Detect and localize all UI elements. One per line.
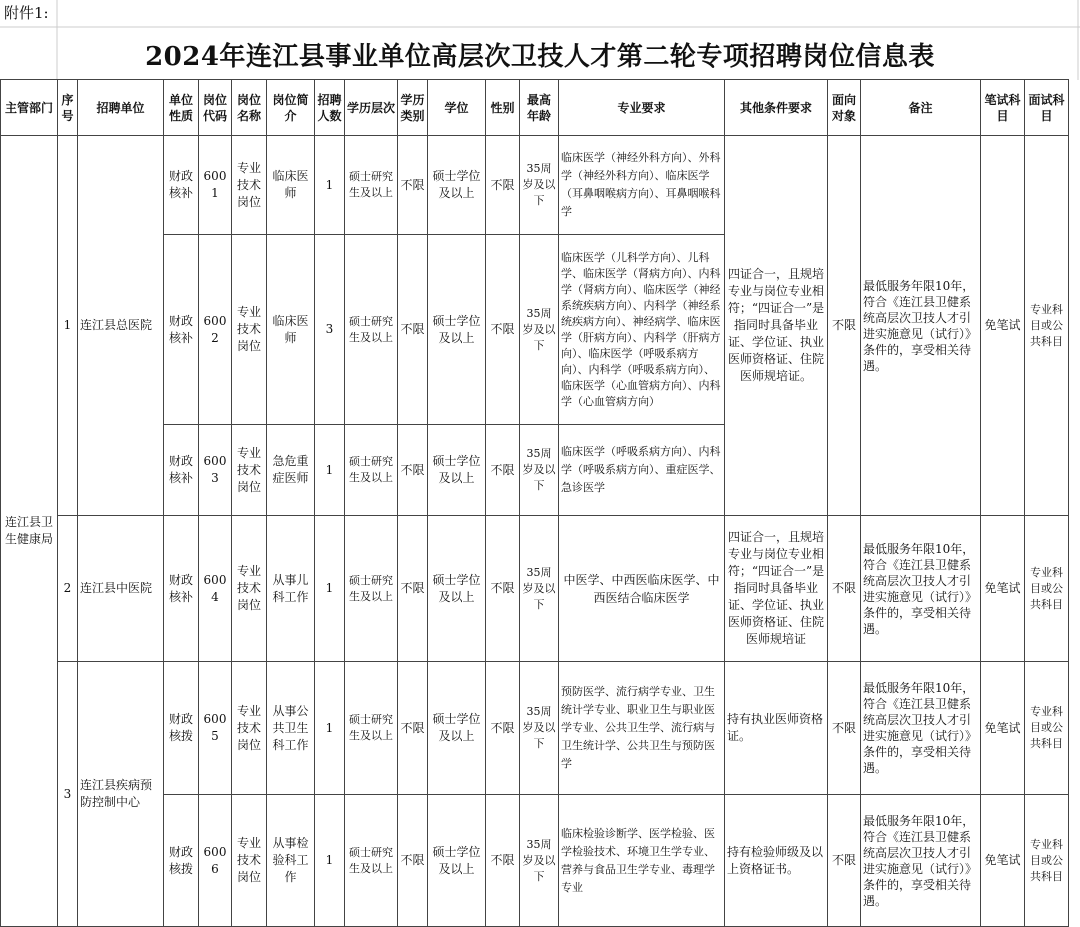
header-pos-desc: 岗位简介 xyxy=(267,80,315,136)
header-edu-type: 学历类别 xyxy=(398,80,428,136)
code-cell: 6002 xyxy=(199,235,232,425)
pos-name-cell: 专业技术岗位 xyxy=(232,516,267,662)
other-cell: 持有执业医师资格证。 xyxy=(725,662,828,795)
table-row xyxy=(1,662,1069,795)
gender-cell: 不限 xyxy=(486,136,520,235)
header-interview: 面试科目 xyxy=(1025,80,1069,136)
interview-cell: 专业科目或公共科目 xyxy=(1025,136,1069,516)
major-cell: 预防医学、流行病学专业、卫生统计学专业、职业卫生与职业医学专业、公共卫生学、流行病与卫生统计学、公共卫生与预防医学 xyxy=(559,662,725,795)
pos-desc-cell: 从事检验科工作 xyxy=(267,795,315,927)
edu-level-cell: 硕士研究生及以上 xyxy=(345,235,398,425)
header-other: 其他条件要求 xyxy=(725,80,828,136)
nature-cell: 财政核拨 xyxy=(164,795,199,927)
target-cell: 不限 xyxy=(828,795,861,927)
degree-cell: 硕士学位及以上 xyxy=(428,136,486,235)
header-remark: 备注 xyxy=(861,80,981,136)
nature-cell: 财政核拨 xyxy=(164,662,199,795)
major-cell: 临床医学（神经外科方向）、外科学（神经外科方向）、临床医学（耳鼻咽喉病方向）、耳鼻咽喉科学 xyxy=(559,136,725,235)
header-pos-name: 岗位名称 xyxy=(232,80,267,136)
dept-cell: 连江县卫生健康局 xyxy=(1,136,58,927)
interview-cell: 专业科目或公共科目 xyxy=(1025,795,1069,927)
header-row xyxy=(1,80,1069,136)
nature-cell: 财政核补 xyxy=(164,235,199,425)
pos-desc-cell: 临床医师 xyxy=(267,235,315,425)
pos-desc-cell: 从事公共卫生科工作 xyxy=(267,662,315,795)
code-cell: 6004 xyxy=(199,516,232,662)
max-age-cell: 35周岁及以下 xyxy=(520,516,559,662)
gender-cell: 不限 xyxy=(486,662,520,795)
remark-cell: 最低服务年限10年，符合《连江县卫健系统高层次卫技人才引进实施意见（试行）》条件的，享受相关待遇。 xyxy=(861,795,981,927)
header-degree: 学位 xyxy=(428,80,486,136)
pos-name-cell: 专业技术岗位 xyxy=(232,795,267,927)
gender-cell: 不限 xyxy=(486,795,520,927)
max-age-cell: 35周岁及以下 xyxy=(520,136,559,235)
nature-cell: 财政核补 xyxy=(164,516,199,662)
edu-type-cell: 不限 xyxy=(398,425,428,516)
nature-cell: 财政核补 xyxy=(164,425,199,516)
header-written: 笔试科目 xyxy=(981,80,1025,136)
pos-desc-cell: 从事儿科工作 xyxy=(267,516,315,662)
interview-cell: 专业科目或公共科目 xyxy=(1025,516,1069,662)
edu-type-cell: 不限 xyxy=(398,795,428,927)
table-row xyxy=(1,136,1069,235)
pos-name-cell: 专业技术岗位 xyxy=(232,662,267,795)
header-code: 岗位代码 xyxy=(199,80,232,136)
pos-name-cell: 专业技术岗位 xyxy=(232,425,267,516)
target-cell: 不限 xyxy=(828,662,861,795)
gender-cell: 不限 xyxy=(486,235,520,425)
header-target: 面向对象 xyxy=(828,80,861,136)
pos-name-cell: 专业技术岗位 xyxy=(232,136,267,235)
pos-desc-cell: 急危重症医师 xyxy=(267,425,315,516)
code-cell: 6005 xyxy=(199,662,232,795)
remark-cell: 最低服务年限10年，符合《连江县卫健系统高层次卫技人才引进实施意见（试行）》条件的，享受相关待遇。 xyxy=(861,516,981,662)
major-cell: 临床医学（儿科学方向）、儿科学、临床医学（肾病方向）、内科学（肾病方向）、临床医学（神经系统疾病方向）、内科学（神经系统疾病方向）、神经病学、临床医学（肝病方向）、内科学（肝病方向）、临床医学（呼吸系病方向）、内科学（呼吸系病方向）、临床医学（心血管病方向）、内科学（心血管病方向） xyxy=(559,235,725,425)
remark-cell: 最低服务年限10年，符合《连江县卫健系统高层次卫技人才引进实施意见（试行）》条件的，享受相关待遇。 xyxy=(861,662,981,795)
written-cell: 免笔试 xyxy=(981,662,1025,795)
edu-type-cell: 不限 xyxy=(398,662,428,795)
count-cell: 1 xyxy=(315,516,345,662)
major-cell: 临床医学（呼吸系病方向）、内科学（呼吸系病方向）、重症医学、急诊医学 xyxy=(559,425,725,516)
max-age-cell: 35周岁及以下 xyxy=(520,235,559,425)
edu-type-cell: 不限 xyxy=(398,235,428,425)
major-cell: 临床检验诊断学、医学检验、医学检验技术、环境卫生学专业、营养与食品卫生学专业、毒理学专业 xyxy=(559,795,725,927)
major-cell: 中医学、中西医临床医学、中西医结合临床医学 xyxy=(559,516,725,662)
degree-cell: 硕士学位及以上 xyxy=(428,235,486,425)
header-major: 专业要求 xyxy=(559,80,725,136)
unit-cell: 连江县疾病预防控制中心 xyxy=(78,662,164,927)
edu-type-cell: 不限 xyxy=(398,516,428,662)
recruitment-table xyxy=(0,79,1069,927)
count-cell: 3 xyxy=(315,235,345,425)
remark-cell: 最低服务年限10年，符合《连江县卫健系统高层次卫技人才引进实施意见（试行）》条件的，享受相关待遇。 xyxy=(861,136,981,516)
code-cell: 6003 xyxy=(199,425,232,516)
target-cell: 不限 xyxy=(828,516,861,662)
attachment-label: 附件1: xyxy=(4,4,49,22)
degree-cell: 硕士学位及以上 xyxy=(428,425,486,516)
code-cell: 6001 xyxy=(199,136,232,235)
edu-level-cell: 硕士研究生及以上 xyxy=(345,425,398,516)
target-cell: 不限 xyxy=(828,136,861,516)
edu-level-cell: 硕士研究生及以上 xyxy=(345,795,398,927)
header-dept: 主管部门 xyxy=(1,80,58,136)
header-max-age: 最高年龄 xyxy=(520,80,559,136)
other-cell: 持有检验师级及以上资格证书。 xyxy=(725,795,828,927)
header-seq: 序号 xyxy=(58,80,78,136)
gender-cell: 不限 xyxy=(486,425,520,516)
header-count: 招聘人数 xyxy=(315,80,345,136)
seq-cell: 2 xyxy=(58,516,78,662)
page-title: 2024年连江县事业单位高层次卫技人才第二轮专项招聘岗位信息表 xyxy=(145,42,935,72)
unit-cell: 连江县总医院 xyxy=(78,136,164,516)
pos-desc-cell: 临床医师 xyxy=(267,136,315,235)
seq-cell: 3 xyxy=(58,662,78,927)
edu-level-cell: 硕士研究生及以上 xyxy=(345,662,398,795)
count-cell: 1 xyxy=(315,662,345,795)
other-cell: 四证合一，且规培专业与岗位专业相符；“四证合一”是指同时具备毕业证、学位证、执业医师资格证、住院医师规培证。 xyxy=(725,136,828,516)
header-unit: 招聘单位 xyxy=(78,80,164,136)
max-age-cell: 35周岁及以下 xyxy=(520,795,559,927)
degree-cell: 硕士学位及以上 xyxy=(428,795,486,927)
other-cell: 四证合一，且规培专业与岗位专业相符；“四证合一”是指同时具备毕业证、学位证、执业医师资格证、住院医师规培证 xyxy=(725,516,828,662)
code-cell: 6006 xyxy=(199,795,232,927)
gender-cell: 不限 xyxy=(486,516,520,662)
written-cell: 免笔试 xyxy=(981,136,1025,516)
header-edu-level: 学历层次 xyxy=(345,80,398,136)
header-nature: 单位性质 xyxy=(164,80,199,136)
table-row xyxy=(1,516,1069,662)
max-age-cell: 35周岁及以下 xyxy=(520,425,559,516)
max-age-cell: 35周岁及以下 xyxy=(520,662,559,795)
edu-level-cell: 硕士研究生及以上 xyxy=(345,136,398,235)
degree-cell: 硕士学位及以上 xyxy=(428,516,486,662)
count-cell: 1 xyxy=(315,136,345,235)
written-cell: 免笔试 xyxy=(981,516,1025,662)
edu-level-cell: 硕士研究生及以上 xyxy=(345,516,398,662)
count-cell: 1 xyxy=(315,795,345,927)
count-cell: 1 xyxy=(315,425,345,516)
header-gender: 性别 xyxy=(486,80,520,136)
pos-name-cell: 专业技术岗位 xyxy=(232,235,267,425)
written-cell: 免笔试 xyxy=(981,795,1025,927)
nature-cell: 财政核补 xyxy=(164,136,199,235)
edu-type-cell: 不限 xyxy=(398,136,428,235)
unit-cell: 连江县中医院 xyxy=(78,516,164,662)
degree-cell: 硕士学位及以上 xyxy=(428,662,486,795)
interview-cell: 专业科目或公共科目 xyxy=(1025,662,1069,795)
seq-cell: 1 xyxy=(58,136,78,516)
